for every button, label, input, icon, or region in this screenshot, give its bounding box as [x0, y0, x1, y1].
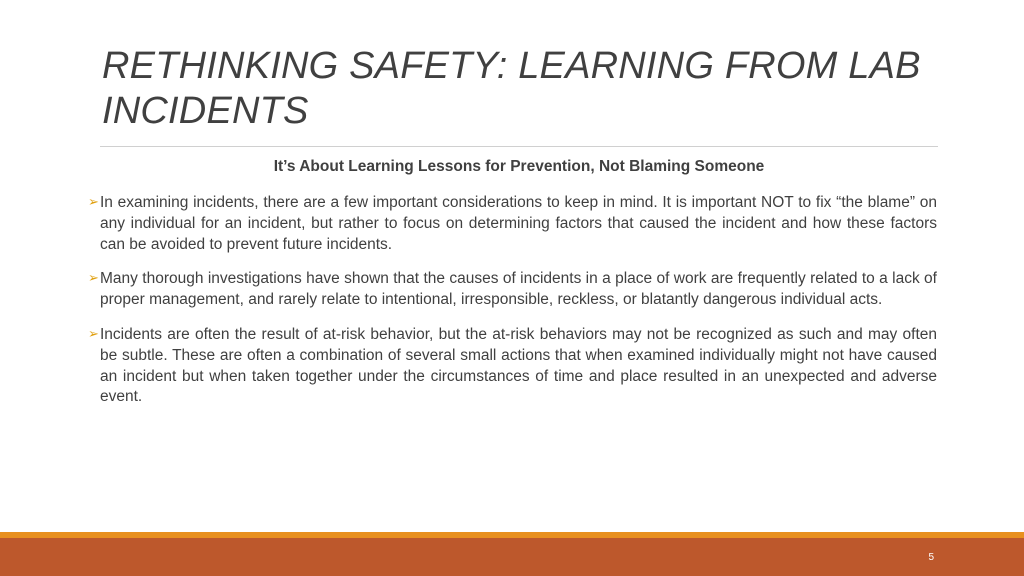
bullet-text: In examining incidents, there are a few important considerations to keep in mind. It is important NOT to fix “the blame” on any individual for an incident, but rather to focus on determining factors that caused the incident and how these factors can be avoided to prevent future incidents. — [100, 194, 937, 253]
page-number: 5 — [928, 552, 934, 563]
bullet-list — [88, 193, 937, 422]
footer-bar — [0, 538, 1024, 576]
bullet-text: Incidents are often the result of at-risk behavior, but the at-risk behaviors may not be recognized as such and may often be subtle. These are often a combination of several small actions that when examined individually might not have caused an incident but when taken together under the circumstances of time and place resulted in an unexpected and adverse event. — [100, 325, 937, 406]
bullet-text: Many thorough investigations have shown that the causes of incidents in a place of work are frequently related to a lack of proper management, and rarely relate to intentional, irresponsible, reckless, or blatantly dangerous individual acts. — [100, 270, 937, 309]
slide-subtitle: It’s About Learning Lessons for Prevention, Not Blaming Someone — [273, 158, 765, 175]
arrow-bullet-icon: ➢ — [88, 271, 99, 287]
bullet-item — [88, 269, 937, 311]
bullet-item — [88, 193, 937, 255]
arrow-bullet-icon: ➢ — [88, 326, 99, 342]
slide-title: RETHINKING SAFETY: LEARNING FROM LAB INCIDENTS — [102, 45, 921, 132]
bullet-item — [88, 325, 937, 408]
arrow-bullet-icon: ➢ — [88, 195, 99, 210]
title-divider — [100, 146, 938, 147]
